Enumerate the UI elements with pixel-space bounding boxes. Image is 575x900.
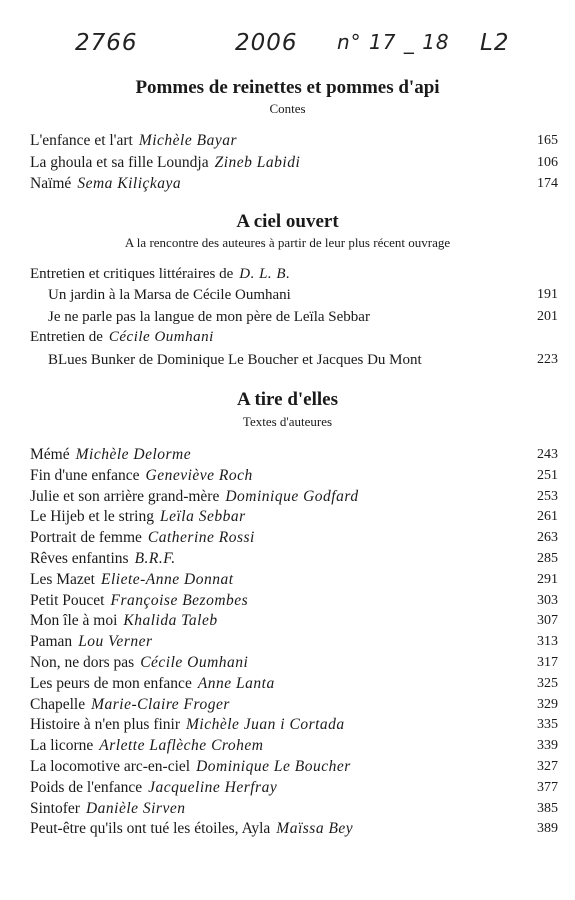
entry-title: Chapelle [30, 695, 86, 713]
entry-title: Rêves enfantins [30, 550, 129, 567]
entry-page: 313 [537, 634, 558, 650]
handwritten-number: 2766 [75, 30, 138, 56]
toc-entry [30, 694, 558, 716]
entry-page: 263 [537, 530, 558, 546]
entry-title: Sintofer [30, 799, 80, 817]
entry-author: Dominique Godfard [225, 487, 359, 505]
entry-title: Entretien de [30, 329, 103, 345]
handwritten-code: L2 [480, 30, 510, 56]
entry-title: Mon île à moi [30, 612, 118, 630]
entry-page: 243 [537, 447, 558, 462]
toc-entry [30, 652, 558, 674]
toc-entry [30, 444, 558, 466]
entry-page: 201 [537, 309, 558, 324]
toc-entry [30, 152, 558, 174]
handwritten-annotation [75, 30, 545, 60]
entry-page: 223 [537, 352, 558, 367]
entry-author: Michèle Juan i Cortada [186, 716, 345, 734]
entry-author: Lou Verner [78, 633, 153, 651]
entry-author: Marie-Claire Froger [91, 695, 230, 713]
entry-title: Peut-être qu'ils ont tué les étoiles, Ayla [30, 820, 271, 838]
toc-entry [48, 349, 558, 371]
entry-author: Françoise Bezombes [110, 591, 249, 609]
toc-entry [30, 798, 558, 820]
toc-entry [30, 610, 558, 632]
entry-author: Geneviève Roch [145, 466, 253, 484]
entry-author: Catherine Rossi [147, 529, 255, 547]
entry-author: Sema Kiliçkaya [77, 175, 182, 192]
entry-title: Julie et son arrière grand-mère [30, 487, 220, 505]
toc-entry [30, 130, 558, 152]
entry-title: Paman [30, 633, 73, 651]
entry-title: Mémé [30, 446, 70, 463]
entry-page: 261 [537, 509, 558, 525]
entry-title: La licorne [30, 737, 94, 755]
toc-entry [30, 465, 558, 487]
entry-author: Dominique Le Boucher [196, 758, 351, 775]
toc-entry [30, 735, 558, 757]
section-title: A ciel ouvert [236, 211, 339, 232]
toc-entry [30, 818, 558, 840]
entry-page: 253 [537, 488, 558, 504]
entry-page: 307 [537, 613, 558, 629]
entry-author: Leïla Sebbar [159, 508, 246, 526]
toc-entry [30, 326, 558, 348]
section-subtitle: Contes [269, 101, 306, 116]
toc-entry [30, 486, 558, 508]
entry-page: 174 [537, 176, 558, 191]
entry-author: Jacqueline Herfray [148, 778, 278, 796]
toc-entry [30, 590, 558, 612]
entry-author: Arlette Laflèche Crohem [99, 737, 264, 755]
toc-entry [48, 306, 558, 328]
section-title: A tire d'elles [237, 389, 338, 410]
toc-entry [30, 548, 558, 570]
entry-page: 385 [537, 800, 558, 816]
toc-entry [30, 263, 558, 285]
entry-title: Entretien et critiques littéraires de [30, 266, 234, 282]
entry-title: Non, ne dors pas [30, 654, 135, 671]
toc-entry [30, 714, 558, 736]
entry-title: Fin d'une enfance [30, 466, 140, 484]
entry-title: Un jardin à la Marsa de Cécile Oumhani [48, 287, 291, 303]
entry-author: Michèle Delorme [75, 446, 192, 463]
entry-author: Zineb Labidi [214, 154, 301, 171]
toc-entry [30, 756, 558, 778]
entry-author: Danièle Sirven [85, 799, 186, 817]
section-title: Pommes de reinettes et pommes d'api [135, 77, 440, 98]
handwritten-year: 2006 [235, 30, 298, 56]
toc-entry [30, 527, 558, 549]
entry-title: La locomotive arc-en-ciel [30, 758, 191, 775]
entry-author: Cécile Oumhani [108, 329, 214, 345]
toc-entry [30, 673, 558, 695]
entry-author: B.R.F. [134, 550, 176, 567]
entry-title: Les peurs de mon enfance [30, 674, 192, 692]
toc-entry [30, 506, 558, 528]
entry-title: Le Hijeb et le string [30, 508, 154, 526]
entry-page: 325 [537, 675, 558, 691]
entry-author: Maïssa Bey [276, 820, 354, 838]
handwritten-issue: n° 17 _ 18 [337, 30, 450, 54]
section-subtitle: Textes d'auteures [242, 414, 333, 429]
entry-page: 327 [537, 759, 558, 774]
toc-entry [30, 777, 558, 799]
entry-title: BLues Bunker de Dominique Le Boucher et Jacques Du Mont [48, 352, 422, 368]
toc-entry [30, 569, 558, 591]
entry-author: Khalida Taleb [123, 612, 218, 630]
entry-author: D. L. B. [239, 266, 291, 282]
entry-title: La ghoula et sa fille Loundja [30, 154, 209, 171]
entry-title: Histoire à n'en plus finir [30, 716, 181, 734]
entry-title: Naïmé [30, 175, 72, 192]
toc-entry [30, 631, 558, 653]
entry-title: Poids de l'enfance [30, 778, 143, 796]
section-subtitle: A la rencontre des auteures à partir de leur plus récent ouvrage [124, 235, 451, 250]
entry-page: 285 [537, 551, 558, 566]
entry-page: 251 [537, 467, 558, 483]
entry-page: 377 [537, 779, 558, 795]
entry-author: Anne Lanta [197, 674, 275, 692]
entry-page: 165 [537, 133, 558, 148]
entry-page: 389 [537, 821, 558, 837]
entry-page: 191 [537, 287, 558, 302]
entry-page: 291 [537, 571, 558, 587]
entry-page: 335 [537, 717, 558, 733]
entry-title: Portrait de femme [30, 529, 142, 547]
entry-author: Cécile Oumhani [140, 654, 249, 671]
toc-entry [48, 284, 558, 306]
entry-page: 106 [537, 155, 558, 170]
entry-page: 329 [537, 696, 558, 712]
entry-author: Eliete-Anne Donnat [100, 570, 234, 588]
entry-page: 303 [537, 592, 558, 608]
entry-title: Les Mazet [30, 570, 95, 588]
entry-title: L'enfance et l'art [30, 132, 133, 149]
entry-author: Michèle Bayar [138, 132, 237, 149]
entry-title: Petit Poucet [30, 591, 105, 609]
entry-title: Je ne parle pas la langue de mon père de Leïla Sebbar [48, 309, 370, 325]
entry-page: 339 [537, 738, 558, 754]
entry-page: 317 [537, 655, 558, 670]
toc-entry [30, 173, 558, 195]
